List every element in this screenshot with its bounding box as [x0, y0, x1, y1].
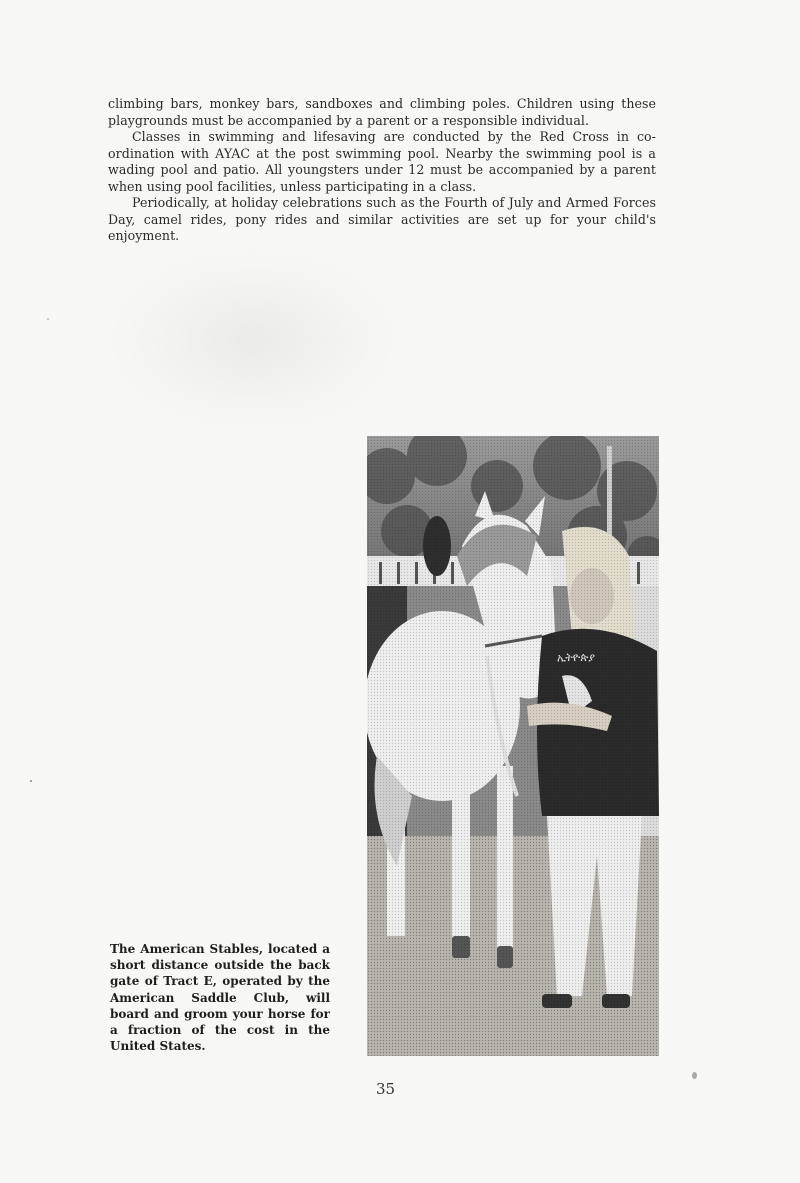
photo-caption: The American Stables, located a short distance outside the back gate of Tract E, operated by the American Saddle Club, will board and groom your horse for a fraction of the cost in the United States. — [110, 942, 330, 1054]
speck-artifact — [47, 318, 49, 320]
paragraph-swimming: Classes in swimming and lifesaving are conducted by the Red Cross in co-ordination with AYAC at the post swimming pool. Nearby the swimming pool is a wading pool and patio. All youngsters under 12 must be accompanied by a parent when using pool facilities, unless participating in a class. — [108, 129, 656, 194]
horse-photo — [367, 436, 659, 1056]
paragraph-playgrounds: climbing bars, monkey bars, sandboxes and climbing poles. Children using these playgrounds must be accompanied by a parent or a responsible individual. — [108, 96, 656, 128]
body-text — [108, 96, 656, 245]
show-through-artifact — [108, 250, 398, 430]
page-number: 35 — [376, 1080, 396, 1098]
speck-artifact — [30, 780, 32, 782]
paragraph-holidays: Periodically, at holiday celebrations such as the Fourth of July and Armed Forces Day, camel rides, pony rides and similar activities are set up for your child's enjoyment. — [108, 195, 656, 243]
speck-artifact — [692, 1072, 697, 1079]
